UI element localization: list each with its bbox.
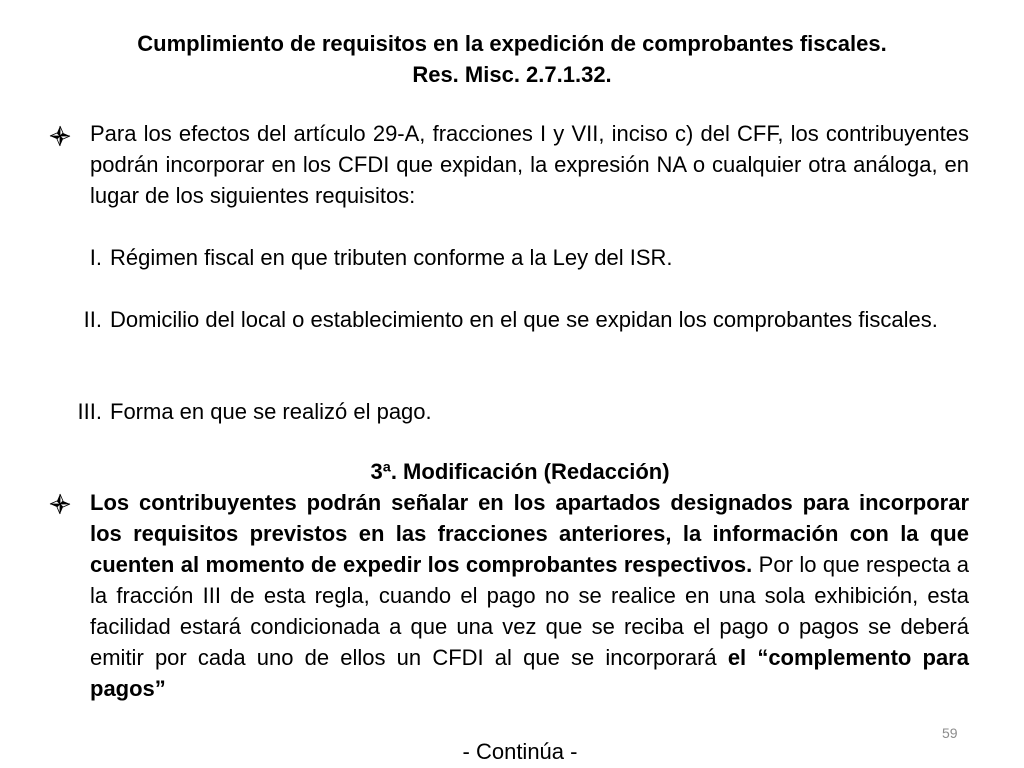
diamond-bullet-icon (48, 124, 72, 148)
modification-bold-end: el “complemento para pagos” (90, 645, 969, 701)
title-line-1: Cumplimiento de requisitos en la expedición de comprobantes fiscales. (137, 31, 887, 56)
requirement-item (77, 396, 969, 427)
modification-paragraph (90, 487, 969, 704)
requirement-item (83, 304, 969, 335)
modification-bold-text: Los contribuyentes podrán señalar en los apartados designados para incorporar los requisitos previstos en las fracciones anteriores, la información con la que cuenten al momento de expedir los comprobantes respectivos. (90, 490, 969, 577)
page-number: 59 (942, 725, 958, 741)
section-heading: 3ª. Modificación (Redacción) (370, 459, 670, 484)
requirement-numeral: II. (83, 307, 102, 332)
continuation-text: - Continúa - (462, 739, 578, 764)
intro-paragraph: Para los efectos del artículo 29-A, fracciones I y VII, inciso c) del CFF, los contribuyentes podrán incorporar en los CFDI que expidan, la expresión NA o cualquier otra análoga, en lugar de los siguientes requisitos: (90, 121, 969, 208)
diamond-bullet-icon (48, 492, 72, 516)
modification-regular-text: Por lo que respecta a la fracción III de esta regla, cuando el pago no se realice en una sola exhibición, esta facilidad estará condicionada a que una vez que se reciba el pago o pagos se deberá emitir por cada uno de ellos un CFDI al que se incorporará (90, 552, 969, 670)
requirement-text: Forma en que se realizó el pago. (110, 399, 432, 424)
slide-title (0, 28, 1024, 90)
requirement-item (89, 242, 969, 273)
requirement-text: Domicilio del local o establecimiento en el que se expidan los comprobantes fiscales. (110, 307, 938, 332)
requirement-numeral: I. (89, 245, 102, 270)
requirement-numeral: III. (77, 399, 102, 424)
requirement-text: Régimen fiscal en que tributen conforme a la Ley del ISR. (110, 245, 673, 270)
title-line-2: Res. Misc. 2.7.1.32. (412, 62, 612, 87)
